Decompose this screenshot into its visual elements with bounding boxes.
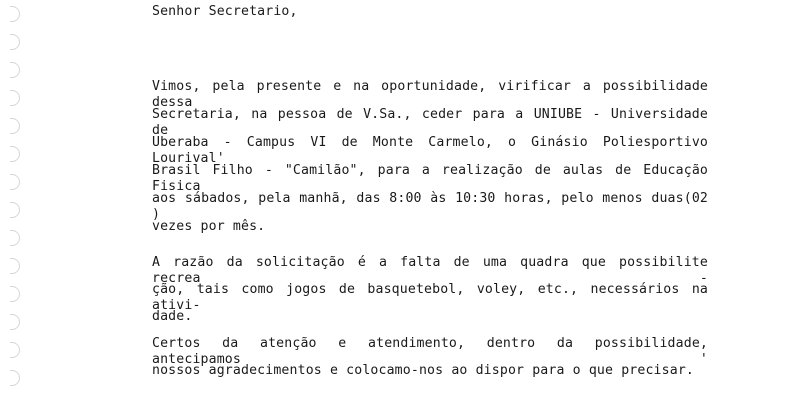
binder-hole <box>10 90 20 106</box>
binder-hole <box>10 118 20 134</box>
binder-hole <box>10 34 20 50</box>
paragraph-3-line: nossos agradecimentos e colocamo-nos ao dispor para o que precisar. <box>152 363 694 378</box>
binder-hole <box>10 62 20 78</box>
binder-hole <box>10 202 20 218</box>
binder-hole <box>10 342 20 358</box>
binder-hole <box>10 174 20 190</box>
paragraph-3-line: Certos da atenção e atendimento, dentro da possibilidade, antecipamos ' <box>152 336 708 367</box>
paragraph-1-line: Brasil Filho - "Camilão", para a realização de aulas de Educação Fisica <box>152 163 708 194</box>
paragraph-2-line: ção, tais como jogos de basquetebol, voley, etc., necessários na ativi- <box>152 282 708 313</box>
paragraph-1-line: Vimos, pela presente e na oportunidade, virificar a possibilidade dessa <box>152 79 708 110</box>
binder-hole <box>10 258 20 274</box>
paragraph-1-line: vezes por mês. <box>152 219 266 234</box>
binder-hole <box>10 6 20 22</box>
binder-hole <box>10 370 20 386</box>
binder-hole <box>10 314 20 330</box>
binder-hole <box>10 230 20 246</box>
binder-hole <box>10 146 20 162</box>
paragraph-1-line: aos sábados, pela manhã, das 8:00 às 10:30 horas, pelo menos duas(02 ) <box>152 191 708 222</box>
binder-hole <box>10 286 20 302</box>
binder-margin <box>0 0 22 406</box>
paragraph-1-line: Uberaba - Campus VI de Monte Carmelo, o Ginásio Poliesportivo Lourival' <box>152 135 708 166</box>
paragraph-2-line: dade. <box>152 309 193 324</box>
salutation: Senhor Secretario, <box>152 4 298 19</box>
paragraph-1-line: Secretaria, na pessoa de V.Sa., ceder para a UNIUBE - Universidade de <box>152 107 708 138</box>
paragraph-2-line: A razão da solicitação é a falta de uma quadra que possibilite recrea - <box>152 255 708 286</box>
